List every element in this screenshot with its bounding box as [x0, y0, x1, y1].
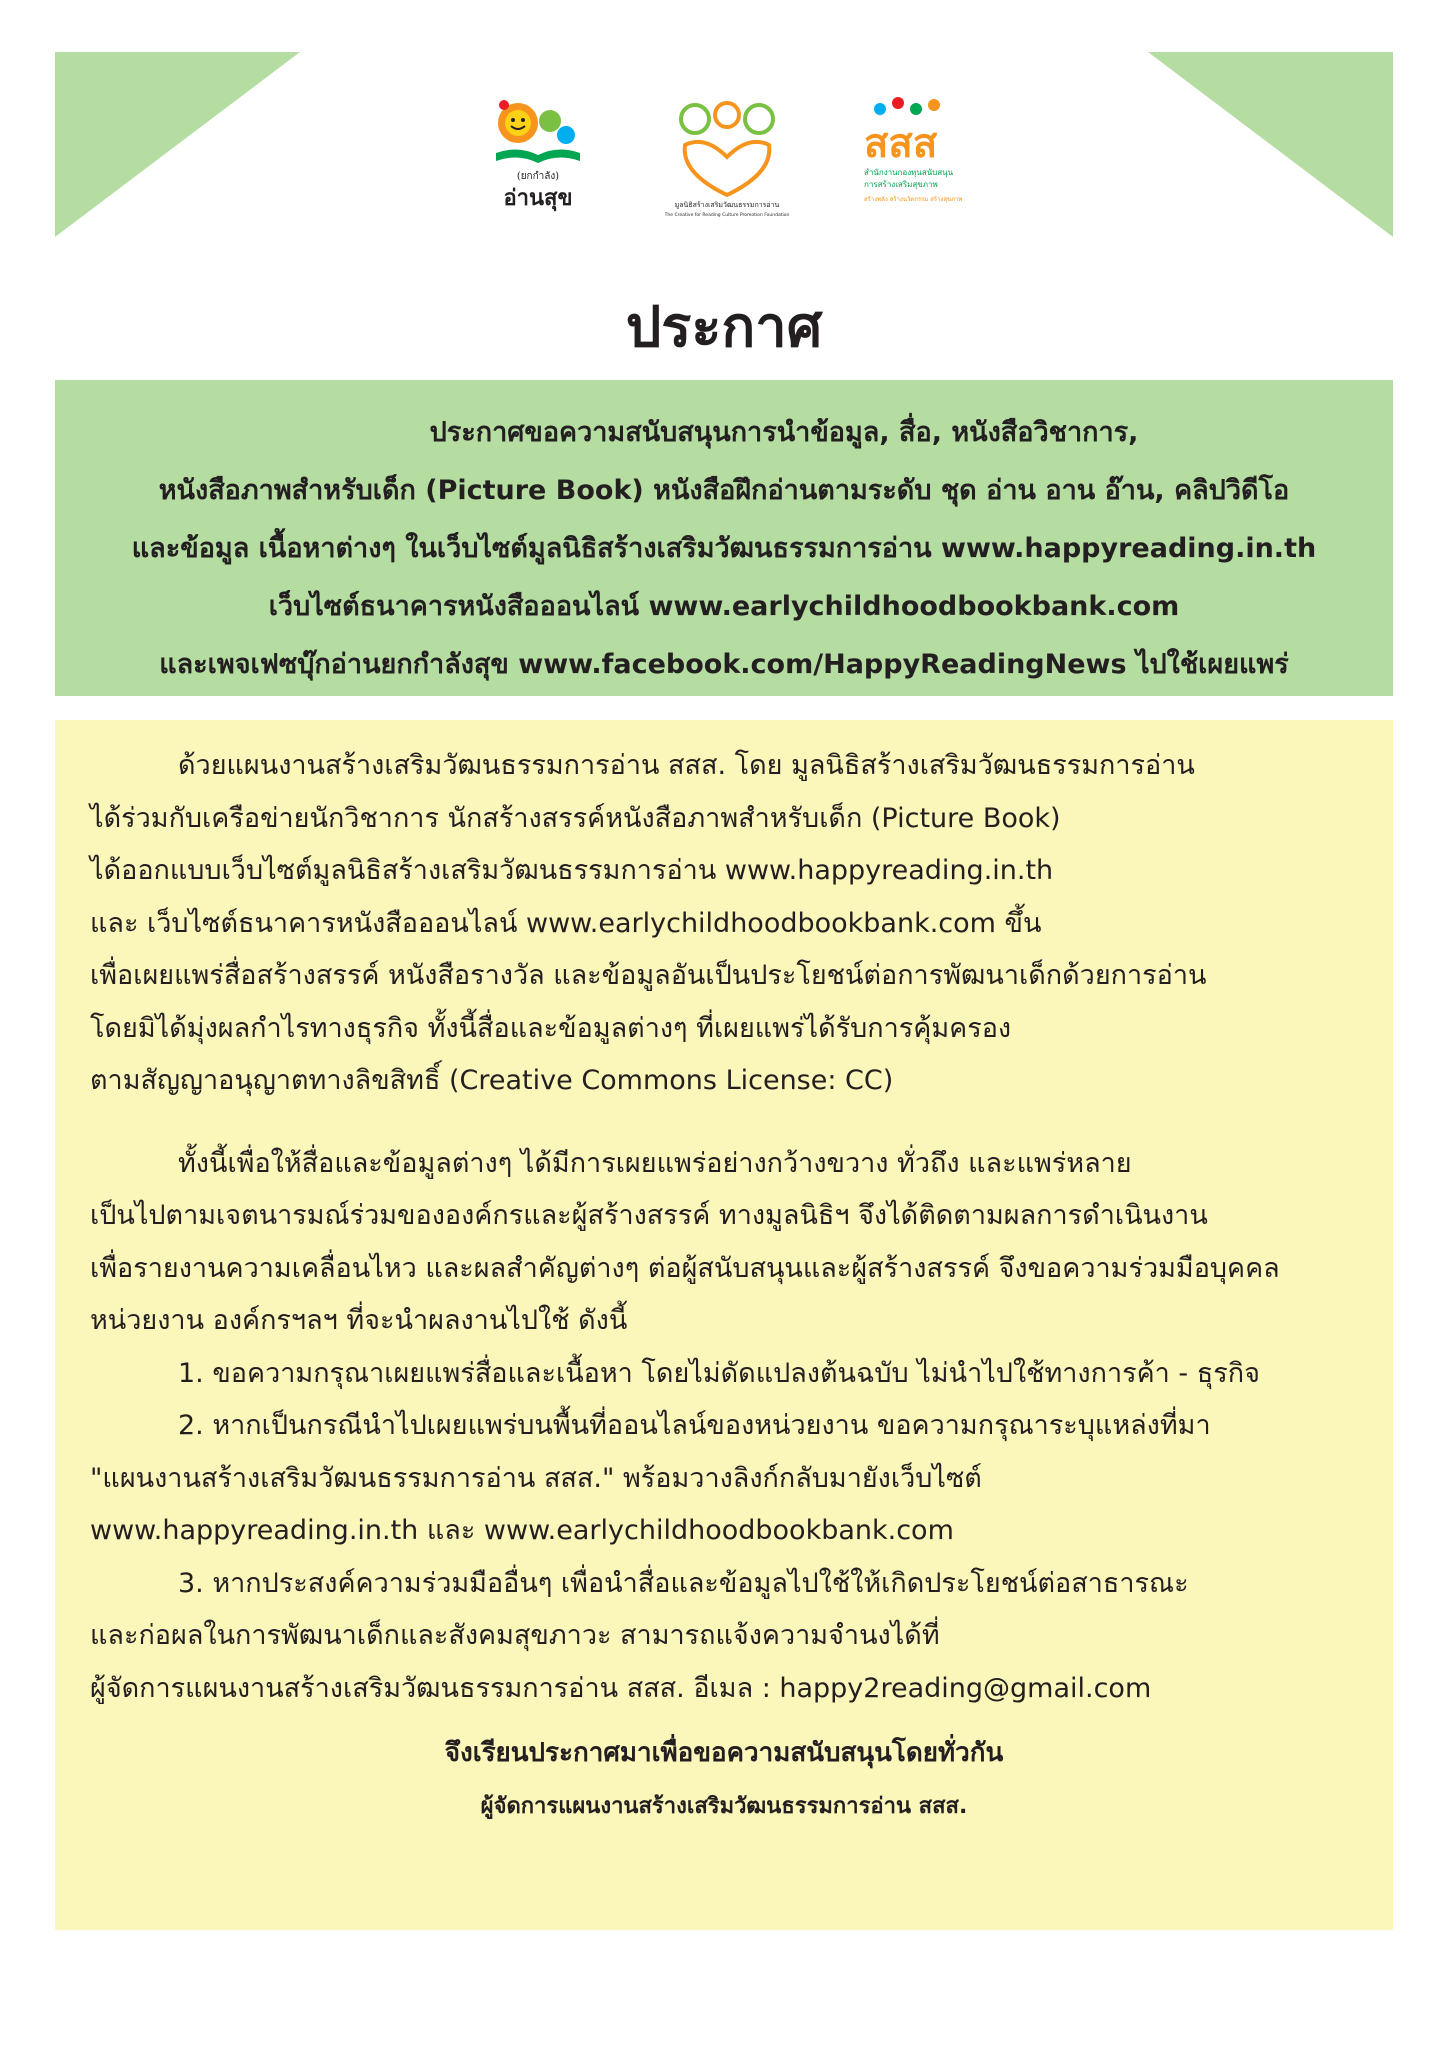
paragraph-line: ผู้จัดการแผนงานสร้างเสริมวัฒนธรรมการอ่าน สสส. อีเมล : happy2reading@gmail.com — [90, 1672, 1152, 1704]
summary-banner — [55, 380, 1393, 696]
page-title: ประกาศ — [625, 295, 823, 360]
announcement-body — [55, 720, 1393, 1930]
svg-text:มูลนิธิสร้างเสริมวัฒนธรรมการอ่: มูลนิธิสร้างเสริมวัฒนธรรมการอ่าน — [674, 201, 780, 209]
people-star-icon — [874, 97, 940, 115]
svg-text:สำนักงานกองทุนสนับสนุน: สำนักงานกองทุนสนับสนุน — [864, 168, 954, 177]
signatory: ผู้จัดการแผนงานสร้างเสริมวัฒนธรรมการอ่าน สสส. — [480, 1794, 968, 1819]
svg-text:สร้างพลัง สร้างนวัตกรรม สร้างส: สร้างพลัง สร้างนวัตกรรม สร้างสุขภาพ — [864, 196, 963, 203]
paragraph-line: ตามสัญญาอนุญาตทางลิขสิทธิ์ (Creative Commons License: CC) — [90, 1065, 894, 1096]
banner-line: หนังสือภาพสำหรับเด็ก (Picture Book) หนังสือฝึกอ่านตามระดับ ชุด อ่าน อาน อ๊าน, คลิปวิดีโอ — [158, 475, 1290, 506]
paragraph-line: หน่วยงาน องค์กรฯลฯ ที่จะนำผลงานไปใช้ ดังนี้ — [90, 1305, 628, 1336]
paragraph-line: โดยมิได้มุ่งผลกำไรทางธุรกิจ ทั้งนี้สื่อและข้อมูลต่างๆ ที่เผยแพร่ได้รับการคุ้มครอง — [90, 1012, 1012, 1044]
paragraph-line: ได้ออกแบบเว็บไซต์มูลนิธิสร้างเสริมวัฒนธรรมการอ่าน www.happyreading.in.th — [90, 855, 1054, 886]
banner-line: และข้อมูล เนื้อหาต่างๆ ในเว็บไซต์มูลนิธิสร้างเสริมวัฒนธรรมการอ่าน www.happyreading.in.th — [131, 533, 1317, 564]
thaihealth-logo — [860, 95, 970, 220]
open-book-icon — [496, 149, 580, 163]
paragraph-line: ด้วยแผนงานสร้างเสริมวัฒนธรรมการอ่าน สสส. โดย มูลนิธิสร้างเสริมวัฒนธรรมการอ่าน — [178, 750, 1195, 781]
paragraph-line: และก่อผลในการพัฒนาเด็กและสังคมสุขภาวะ สามารถแจ้งความจำนงได้ที่ — [90, 1620, 940, 1651]
paragraph-line: ได้ร่วมกับเครือข่ายนักวิชาการ นักสร้างสรรค์หนังสือภาพสำหรับเด็ก (Picture Book) — [90, 802, 1061, 834]
svg-text:อ่านสุข: อ่านสุข — [503, 186, 573, 211]
paragraph-line: ทั้งนี้เพื่อให้สื่อและข้อมูลต่างๆ ได้มีการเผยแพร่อย่างกว้างขวาง ทั่วถึง และแพร่หลาย — [178, 1147, 1132, 1179]
sun-flower-icon — [498, 100, 575, 144]
svg-text:การสร้างเสริมสุขภาพ: การสร้างเสริมสุขภาพ — [864, 180, 938, 189]
paragraph-line: และ เว็บไซต์ธนาคารหนังสือออนไลน์ www.earlychildhoodbookbank.com ขึ้น — [90, 907, 1042, 939]
closing-statement: จึงเรียนประกาศมาเพื่อขอความสนับสนุนโดยทั่วกัน — [444, 1738, 1004, 1768]
banner-line: และเพจเฟซบุ๊กอ่านยกกำลังสุข www.facebook.com/HappyReadingNews ไปใช้เผยแพร่ — [159, 649, 1289, 680]
paragraph-line: "แผนงานสร้างเสริมวัฒนธรรมการอ่าน สสส." พร้อมวางลิงก์กลับมายังเว็บไซต์ — [90, 1462, 982, 1494]
paragraph-line: เพื่อรายงานความเคลื่อนไหว และผลสำคัญต่างๆ ต่อผู้สนับสนุนและผู้สร้างสรรค์ จึงขอความร่วมมือบุคคล — [90, 1252, 1280, 1284]
family-heart-icon — [681, 103, 773, 195]
list-item: 3. หากประสงค์ความร่วมมืออื่นๆ เพื่อนำสื่อและข้อมูลไปใช้ให้เกิดประโยชน์ต่อสาธารณะ — [178, 1567, 1189, 1599]
list-item: 1. ขอความกรุณาเผยแพร่สื่อและเนื้อหา โดยไม่ดัดแปลงต้นฉบับ ไม่นำไปใช้ทางการค้า - ธุรกิจ — [178, 1357, 1260, 1389]
svg-text:สสส: สสส — [864, 121, 938, 167]
paragraph-line: www.happyreading.in.th และ www.earlychildhoodbookbank.com — [90, 1515, 954, 1546]
foundation-logo — [665, 95, 790, 220]
paragraph-line: เพื่อเผยแพร่สื่อสร้างสรรค์ หนังสือรางวัล และข้อมูลอันเป็นประโยชน์ต่อการพัฒนาเด็กด้วยการอ่าน — [90, 960, 1207, 991]
svg-text:The Creative for Reading Cultu: The Creative for Reading Culture Promotion Foundation — [665, 213, 790, 218]
happy-reading-logo — [488, 95, 588, 220]
svg-text:(ยกกำลัง): (ยกกำลัง) — [516, 171, 560, 182]
list-item: 2. หากเป็นกรณีนำไปเผยแพร่บนพื้นที่ออนไลน์ของหน่วยงาน ขอความกรุณาระบุแหล่งที่มา — [178, 1410, 1211, 1441]
banner-line: เว็บไซต์ธนาคารหนังสือออนไลน์ www.earlychildhoodbookbank.com — [268, 591, 1180, 622]
banner-line: ประกาศขอความสนับสนุนการนำข้อมูล, สื่อ, หนังสือวิชาการ, — [429, 417, 1139, 448]
logo-row — [0, 95, 1448, 225]
paragraph-line: เป็นไปตามเจตนารมณ์ร่วมขององค์กรและผู้สร้างสรรค์ ทางมูลนิธิฯ จึงได้ติดตามผลการดำเนินงาน — [90, 1200, 1208, 1231]
